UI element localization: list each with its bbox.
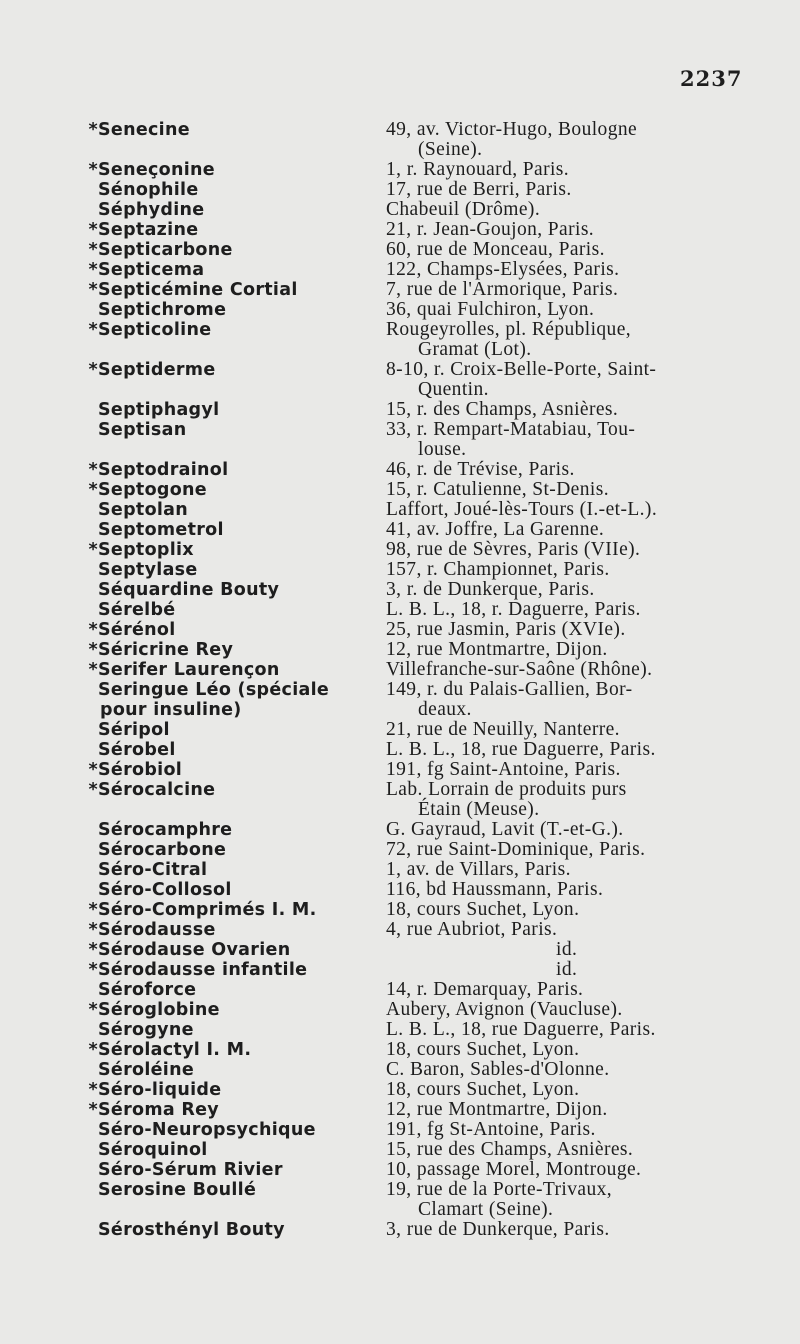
address-line: 14, r. Demarquay, Paris. bbox=[386, 979, 584, 1000]
product-name bbox=[84, 640, 386, 660]
directory-entry bbox=[84, 540, 744, 560]
address-line: 41, av. Joffre, La Garenne. bbox=[386, 519, 605, 540]
address bbox=[386, 820, 744, 840]
directory-entry bbox=[84, 500, 744, 520]
product-name-text: Séquardine Bouty bbox=[98, 580, 280, 600]
product-name bbox=[84, 840, 386, 860]
product-name bbox=[84, 360, 386, 380]
product-name-text: Septiderme bbox=[98, 360, 216, 380]
address-line: 122, Champs-Elysées, Paris. bbox=[386, 259, 620, 280]
address bbox=[386, 620, 744, 640]
asterisk-mark: * bbox=[88, 240, 98, 260]
product-name bbox=[84, 220, 386, 240]
product-name bbox=[84, 400, 386, 420]
address-line: 157, r. Championnet, Paris. bbox=[386, 559, 610, 580]
directory-entry bbox=[84, 1120, 744, 1140]
address-line: 18, cours Suchet, Lyon. bbox=[386, 1079, 580, 1100]
directory-entry bbox=[84, 840, 744, 860]
address-line: 36, quai Fulchiron, Lyon. bbox=[386, 299, 595, 320]
product-name bbox=[84, 900, 386, 920]
address-line: 1, r. Raynouard, Paris. bbox=[386, 159, 570, 180]
directory-entry bbox=[84, 1180, 744, 1220]
product-name bbox=[84, 500, 386, 520]
address bbox=[386, 480, 744, 500]
product-name bbox=[84, 1220, 386, 1240]
address bbox=[386, 600, 744, 620]
product-name bbox=[84, 940, 386, 960]
address bbox=[386, 980, 744, 1000]
asterisk-mark: * bbox=[88, 120, 98, 140]
address-line: 12, rue Montmartre, Dijon. bbox=[386, 639, 608, 660]
directory-entry bbox=[84, 360, 744, 400]
address-line: 15, rue des Champs, Asnières. bbox=[386, 1139, 634, 1160]
product-name bbox=[84, 460, 386, 480]
product-name-text: Sérénol bbox=[98, 620, 176, 640]
product-name bbox=[84, 280, 386, 300]
directory-entry bbox=[84, 660, 744, 680]
product-name bbox=[84, 600, 386, 620]
product-name-text: Séroglobine bbox=[98, 1000, 220, 1020]
address-line: Rougeyrolles, pl. République, bbox=[386, 319, 632, 340]
page-number: 2237 bbox=[680, 66, 743, 91]
product-name-text: Septodrainol bbox=[98, 460, 229, 480]
product-name bbox=[84, 760, 386, 780]
product-name bbox=[84, 180, 386, 200]
address-line: 1, av. de Villars, Paris. bbox=[386, 859, 571, 880]
asterisk-mark: * bbox=[88, 1100, 98, 1120]
address bbox=[386, 1020, 744, 1040]
address-continuation: (Seine). bbox=[418, 139, 483, 160]
address-line: 7, rue de l'Armorique, Paris. bbox=[386, 279, 619, 300]
address-continuation: Quentin. bbox=[418, 379, 489, 400]
address bbox=[386, 280, 744, 300]
asterisk-mark: * bbox=[88, 360, 98, 380]
address-line: Lab. Lorrain de produits purs bbox=[386, 779, 627, 800]
address bbox=[386, 1160, 744, 1180]
address bbox=[386, 520, 744, 540]
address bbox=[386, 1100, 744, 1120]
address bbox=[386, 320, 744, 360]
address bbox=[386, 580, 744, 600]
product-name bbox=[84, 1140, 386, 1160]
directory-entry bbox=[84, 980, 744, 1000]
product-name bbox=[84, 420, 386, 440]
directory-entry bbox=[84, 580, 744, 600]
product-name-text: Séricrine Rey bbox=[98, 640, 234, 660]
directory-entry bbox=[84, 300, 744, 320]
address bbox=[386, 120, 744, 160]
product-name-text: Septicema bbox=[98, 260, 205, 280]
product-name-text: Septoplix bbox=[98, 540, 194, 560]
directory-entry bbox=[84, 680, 744, 720]
address bbox=[386, 960, 744, 980]
asterisk-mark: * bbox=[88, 280, 98, 300]
address bbox=[386, 160, 744, 180]
address bbox=[386, 660, 744, 680]
directory-listing bbox=[84, 120, 744, 1240]
product-name bbox=[84, 1100, 386, 1120]
product-name-text: Septichrome bbox=[98, 300, 227, 320]
product-name-text: Septometrol bbox=[98, 520, 224, 540]
product-name bbox=[84, 540, 386, 560]
directory-entry bbox=[84, 280, 744, 300]
product-name-text: Séro-Comprimés I. M. bbox=[98, 900, 317, 920]
asterisk-mark: * bbox=[88, 480, 98, 500]
product-name bbox=[84, 520, 386, 540]
product-name bbox=[84, 740, 386, 760]
directory-entry bbox=[84, 220, 744, 240]
product-name bbox=[84, 1040, 386, 1060]
address-line: 191, fg Saint-Antoine, Paris. bbox=[386, 759, 621, 780]
address bbox=[386, 780, 744, 820]
asterisk-mark: * bbox=[88, 1040, 98, 1060]
product-name-continuation: pour insuline) bbox=[100, 700, 242, 720]
directory-entry bbox=[84, 940, 744, 960]
address-continuation: Étain (Meuse). bbox=[418, 799, 540, 820]
address-line: id. bbox=[556, 939, 578, 960]
product-name-text: Sénophile bbox=[98, 180, 199, 200]
product-name-text: Sérobiol bbox=[98, 760, 183, 780]
address bbox=[386, 240, 744, 260]
address-line: 15, r. des Champs, Asnières. bbox=[386, 399, 619, 420]
directory-entry bbox=[84, 1020, 744, 1040]
product-name-text: Sérogyne bbox=[98, 1020, 194, 1040]
address-line: 116, bd Haussmann, Paris. bbox=[386, 879, 604, 900]
address-line: C. Baron, Sables-d'Olonne. bbox=[386, 1059, 610, 1080]
address-line: 8-10, r. Croix-Belle-Porte, Saint- bbox=[386, 359, 657, 380]
product-name bbox=[84, 920, 386, 940]
product-name-text: Sérolactyl I. M. bbox=[98, 1040, 252, 1060]
product-name bbox=[84, 960, 386, 980]
product-name-text: Seneçonine bbox=[98, 160, 215, 180]
address bbox=[386, 300, 744, 320]
address bbox=[386, 1080, 744, 1100]
product-name bbox=[84, 820, 386, 840]
address-line: 60, rue de Monceau, Paris. bbox=[386, 239, 605, 260]
product-name bbox=[84, 1000, 386, 1020]
address bbox=[386, 940, 744, 960]
product-name-text: Sérelbé bbox=[98, 600, 176, 620]
directory-entry bbox=[84, 620, 744, 640]
asterisk-mark: * bbox=[88, 940, 98, 960]
directory-entry bbox=[84, 420, 744, 460]
asterisk-mark: * bbox=[88, 640, 98, 660]
product-name-text: Séro-Citral bbox=[98, 860, 208, 880]
address-line: 3, r. de Dunkerque, Paris. bbox=[386, 579, 595, 600]
product-name-text: Senecine bbox=[98, 120, 190, 140]
asterisk-mark: * bbox=[88, 920, 98, 940]
product-name-text: Septisan bbox=[98, 420, 187, 440]
address bbox=[386, 900, 744, 920]
address bbox=[386, 880, 744, 900]
product-name-text: Septazine bbox=[98, 220, 199, 240]
product-name-text: Séro-Neuropsychique bbox=[98, 1120, 316, 1140]
product-name bbox=[84, 1120, 386, 1140]
address-line: 17, rue de Berri, Paris. bbox=[386, 179, 572, 200]
product-name bbox=[84, 160, 386, 180]
address bbox=[386, 1000, 744, 1020]
directory-entry bbox=[84, 1140, 744, 1160]
address bbox=[386, 680, 744, 720]
directory-entry bbox=[84, 260, 744, 280]
address bbox=[386, 540, 744, 560]
address-line: 19, rue de la Porte-Trivaux, bbox=[386, 1179, 613, 1200]
directory-entry bbox=[84, 740, 744, 760]
address bbox=[386, 1040, 744, 1060]
address-line: 46, r. de Trévise, Paris. bbox=[386, 459, 575, 480]
asterisk-mark: * bbox=[88, 760, 98, 780]
product-name-text: Septylase bbox=[98, 560, 198, 580]
product-name bbox=[84, 120, 386, 140]
address-line: L. B. L., 18, rue Daguerre, Paris. bbox=[386, 739, 656, 760]
asterisk-mark: * bbox=[88, 320, 98, 340]
product-name bbox=[84, 560, 386, 580]
directory-entry bbox=[84, 960, 744, 980]
product-name-text: Serosine Boullé bbox=[98, 1180, 257, 1200]
address bbox=[386, 1180, 744, 1220]
product-name bbox=[84, 980, 386, 1000]
address-continuation: louse. bbox=[418, 439, 467, 460]
directory-entry bbox=[84, 1060, 744, 1080]
address-line: Villefranche-sur-Saône (Rhône). bbox=[386, 659, 653, 680]
directory-entry bbox=[84, 1080, 744, 1100]
directory-entry bbox=[84, 1220, 744, 1240]
address bbox=[386, 360, 744, 400]
directory-entry bbox=[84, 1100, 744, 1120]
product-name-text: Sérocalcine bbox=[98, 780, 216, 800]
product-name-text: Sérosthényl Bouty bbox=[98, 1220, 285, 1240]
product-name bbox=[84, 1020, 386, 1040]
address bbox=[386, 260, 744, 280]
asterisk-mark: * bbox=[88, 620, 98, 640]
directory-entry bbox=[84, 520, 744, 540]
asterisk-mark: * bbox=[88, 780, 98, 800]
asterisk-mark: * bbox=[88, 220, 98, 240]
directory-entry bbox=[84, 640, 744, 660]
address-line: 33, r. Rempart-Matabiau, Tou- bbox=[386, 419, 636, 440]
address-line: G. Gayraud, Lavit (T.-et-G.). bbox=[386, 819, 624, 840]
address-line: 18, cours Suchet, Lyon. bbox=[386, 899, 580, 920]
address-line: L. B. L., 18, rue Daguerre, Paris. bbox=[386, 1019, 656, 1040]
directory-entry bbox=[84, 1000, 744, 1020]
product-name-text: Séripol bbox=[98, 720, 170, 740]
address-line: Chabeuil (Drôme). bbox=[386, 199, 541, 220]
asterisk-mark: * bbox=[88, 1080, 98, 1100]
address-continuation: Gramat (Lot). bbox=[418, 339, 532, 360]
address bbox=[386, 1140, 744, 1160]
address-line: 12, rue Montmartre, Dijon. bbox=[386, 1099, 608, 1120]
address bbox=[386, 760, 744, 780]
product-name-text: Septicoline bbox=[98, 320, 212, 340]
product-name-text: Séro-liquide bbox=[98, 1080, 222, 1100]
product-name-text: Sérodausse bbox=[98, 920, 216, 940]
directory-entry bbox=[84, 780, 744, 820]
product-name bbox=[84, 300, 386, 320]
address-line: L. B. L., 18, r. Daguerre, Paris. bbox=[386, 599, 641, 620]
address bbox=[386, 920, 744, 940]
product-name bbox=[84, 1160, 386, 1180]
directory-entry bbox=[84, 820, 744, 840]
address bbox=[386, 640, 744, 660]
address-line: 98, rue de Sèvres, Paris (VIIe). bbox=[386, 539, 641, 560]
address-line: 149, r. du Palais-Gallien, Bor- bbox=[386, 679, 633, 700]
product-name bbox=[84, 580, 386, 600]
product-name-text: Séroquinol bbox=[98, 1140, 208, 1160]
address-continuation: Clamart (Seine). bbox=[418, 1199, 554, 1220]
product-name bbox=[84, 780, 386, 800]
product-name bbox=[84, 240, 386, 260]
product-name bbox=[84, 720, 386, 740]
address-line: 3, rue de Dunkerque, Paris. bbox=[386, 1219, 610, 1240]
product-name-text: Sérocarbone bbox=[98, 840, 227, 860]
product-name bbox=[84, 1180, 386, 1200]
address bbox=[386, 200, 744, 220]
address-line: 72, rue Saint-Dominique, Paris. bbox=[386, 839, 646, 860]
address bbox=[386, 1120, 744, 1140]
address bbox=[386, 1060, 744, 1080]
product-name bbox=[84, 620, 386, 640]
address-line: 49, av. Victor-Hugo, Boulogne bbox=[386, 119, 638, 140]
directory-entry bbox=[84, 560, 744, 580]
directory-entry bbox=[84, 880, 744, 900]
directory-entry bbox=[84, 200, 744, 220]
address-line: Aubery, Avignon (Vaucluse). bbox=[386, 999, 623, 1020]
address bbox=[386, 840, 744, 860]
address bbox=[386, 720, 744, 740]
directory-entry bbox=[84, 160, 744, 180]
address bbox=[386, 460, 744, 480]
product-name-text: Serifer Laurençon bbox=[98, 660, 280, 680]
address-line: 18, cours Suchet, Lyon. bbox=[386, 1039, 580, 1060]
directory-entry bbox=[84, 240, 744, 260]
address bbox=[386, 1220, 744, 1240]
asterisk-mark: * bbox=[88, 540, 98, 560]
asterisk-mark: * bbox=[88, 960, 98, 980]
product-name-text: Septicémine Cortial bbox=[98, 280, 298, 300]
product-name-text: Séphydine bbox=[98, 200, 205, 220]
product-name bbox=[84, 1080, 386, 1100]
address bbox=[386, 560, 744, 580]
address-continuation: deaux. bbox=[418, 699, 472, 720]
directory-entry bbox=[84, 180, 744, 200]
product-name-text: Séroma Rey bbox=[98, 1100, 220, 1120]
product-name-text: Séroforce bbox=[98, 980, 197, 1000]
product-name-text: Sérocamphre bbox=[98, 820, 233, 840]
product-name-text: Séro-Sérum Rivier bbox=[98, 1160, 283, 1180]
product-name bbox=[84, 480, 386, 500]
address bbox=[386, 400, 744, 420]
product-name bbox=[84, 660, 386, 680]
product-name bbox=[84, 320, 386, 340]
product-name bbox=[84, 200, 386, 220]
address-line: 21, rue de Neuilly, Nanterre. bbox=[386, 719, 620, 740]
asterisk-mark: * bbox=[88, 1000, 98, 1020]
directory-entry bbox=[84, 1040, 744, 1060]
directory-entry bbox=[84, 480, 744, 500]
asterisk-mark: * bbox=[88, 660, 98, 680]
product-name bbox=[84, 260, 386, 280]
product-name-text: Septiphagyl bbox=[98, 400, 220, 420]
product-name bbox=[84, 1060, 386, 1080]
product-name-text: Septolan bbox=[98, 500, 189, 520]
address-line: 10, passage Morel, Montrouge. bbox=[386, 1159, 642, 1180]
directory-entry bbox=[84, 1160, 744, 1180]
product-name-text: Septicarbone bbox=[98, 240, 233, 260]
directory-entry bbox=[84, 860, 744, 880]
directory-entry bbox=[84, 760, 744, 780]
address bbox=[386, 180, 744, 200]
directory-entry bbox=[84, 320, 744, 360]
address bbox=[386, 220, 744, 240]
asterisk-mark: * bbox=[88, 900, 98, 920]
product-name bbox=[84, 860, 386, 880]
product-name-text: Sérobel bbox=[98, 740, 176, 760]
address bbox=[386, 500, 744, 520]
directory-entry bbox=[84, 920, 744, 940]
address-line: 21, r. Jean-Goujon, Paris. bbox=[386, 219, 595, 240]
address-line: 15, r. Catulienne, St-Denis. bbox=[386, 479, 609, 500]
product-name-text: Septogone bbox=[98, 480, 207, 500]
address-line: Laffort, Joué-lès-Tours (I.-et-L.). bbox=[386, 499, 658, 520]
directory-entry bbox=[84, 900, 744, 920]
address-line: 4, rue Aubriot, Paris. bbox=[386, 919, 558, 940]
asterisk-mark: * bbox=[88, 460, 98, 480]
product-name-text: Séroléine bbox=[98, 1060, 195, 1080]
address-line: 25, rue Jasmin, Paris (XVIe). bbox=[386, 619, 626, 640]
product-name-text: Sérodausse infantile bbox=[98, 960, 308, 980]
product-name-text: Seringue Léo (spéciale bbox=[98, 680, 330, 700]
address bbox=[386, 740, 744, 760]
product-name-text: Sérodause Ovarien bbox=[98, 940, 291, 960]
product-name-text: Séro-Collosol bbox=[98, 880, 232, 900]
directory-entry bbox=[84, 720, 744, 740]
address bbox=[386, 860, 744, 880]
asterisk-mark: * bbox=[88, 160, 98, 180]
address-line: 191, fg St-Antoine, Paris. bbox=[386, 1119, 596, 1140]
directory-entry bbox=[84, 460, 744, 480]
directory-entry bbox=[84, 600, 744, 620]
directory-entry bbox=[84, 120, 744, 160]
directory-entry bbox=[84, 400, 744, 420]
address bbox=[386, 420, 744, 460]
product-name bbox=[84, 880, 386, 900]
address-line: id. bbox=[556, 959, 578, 980]
asterisk-mark: * bbox=[88, 260, 98, 280]
product-name bbox=[84, 680, 386, 720]
